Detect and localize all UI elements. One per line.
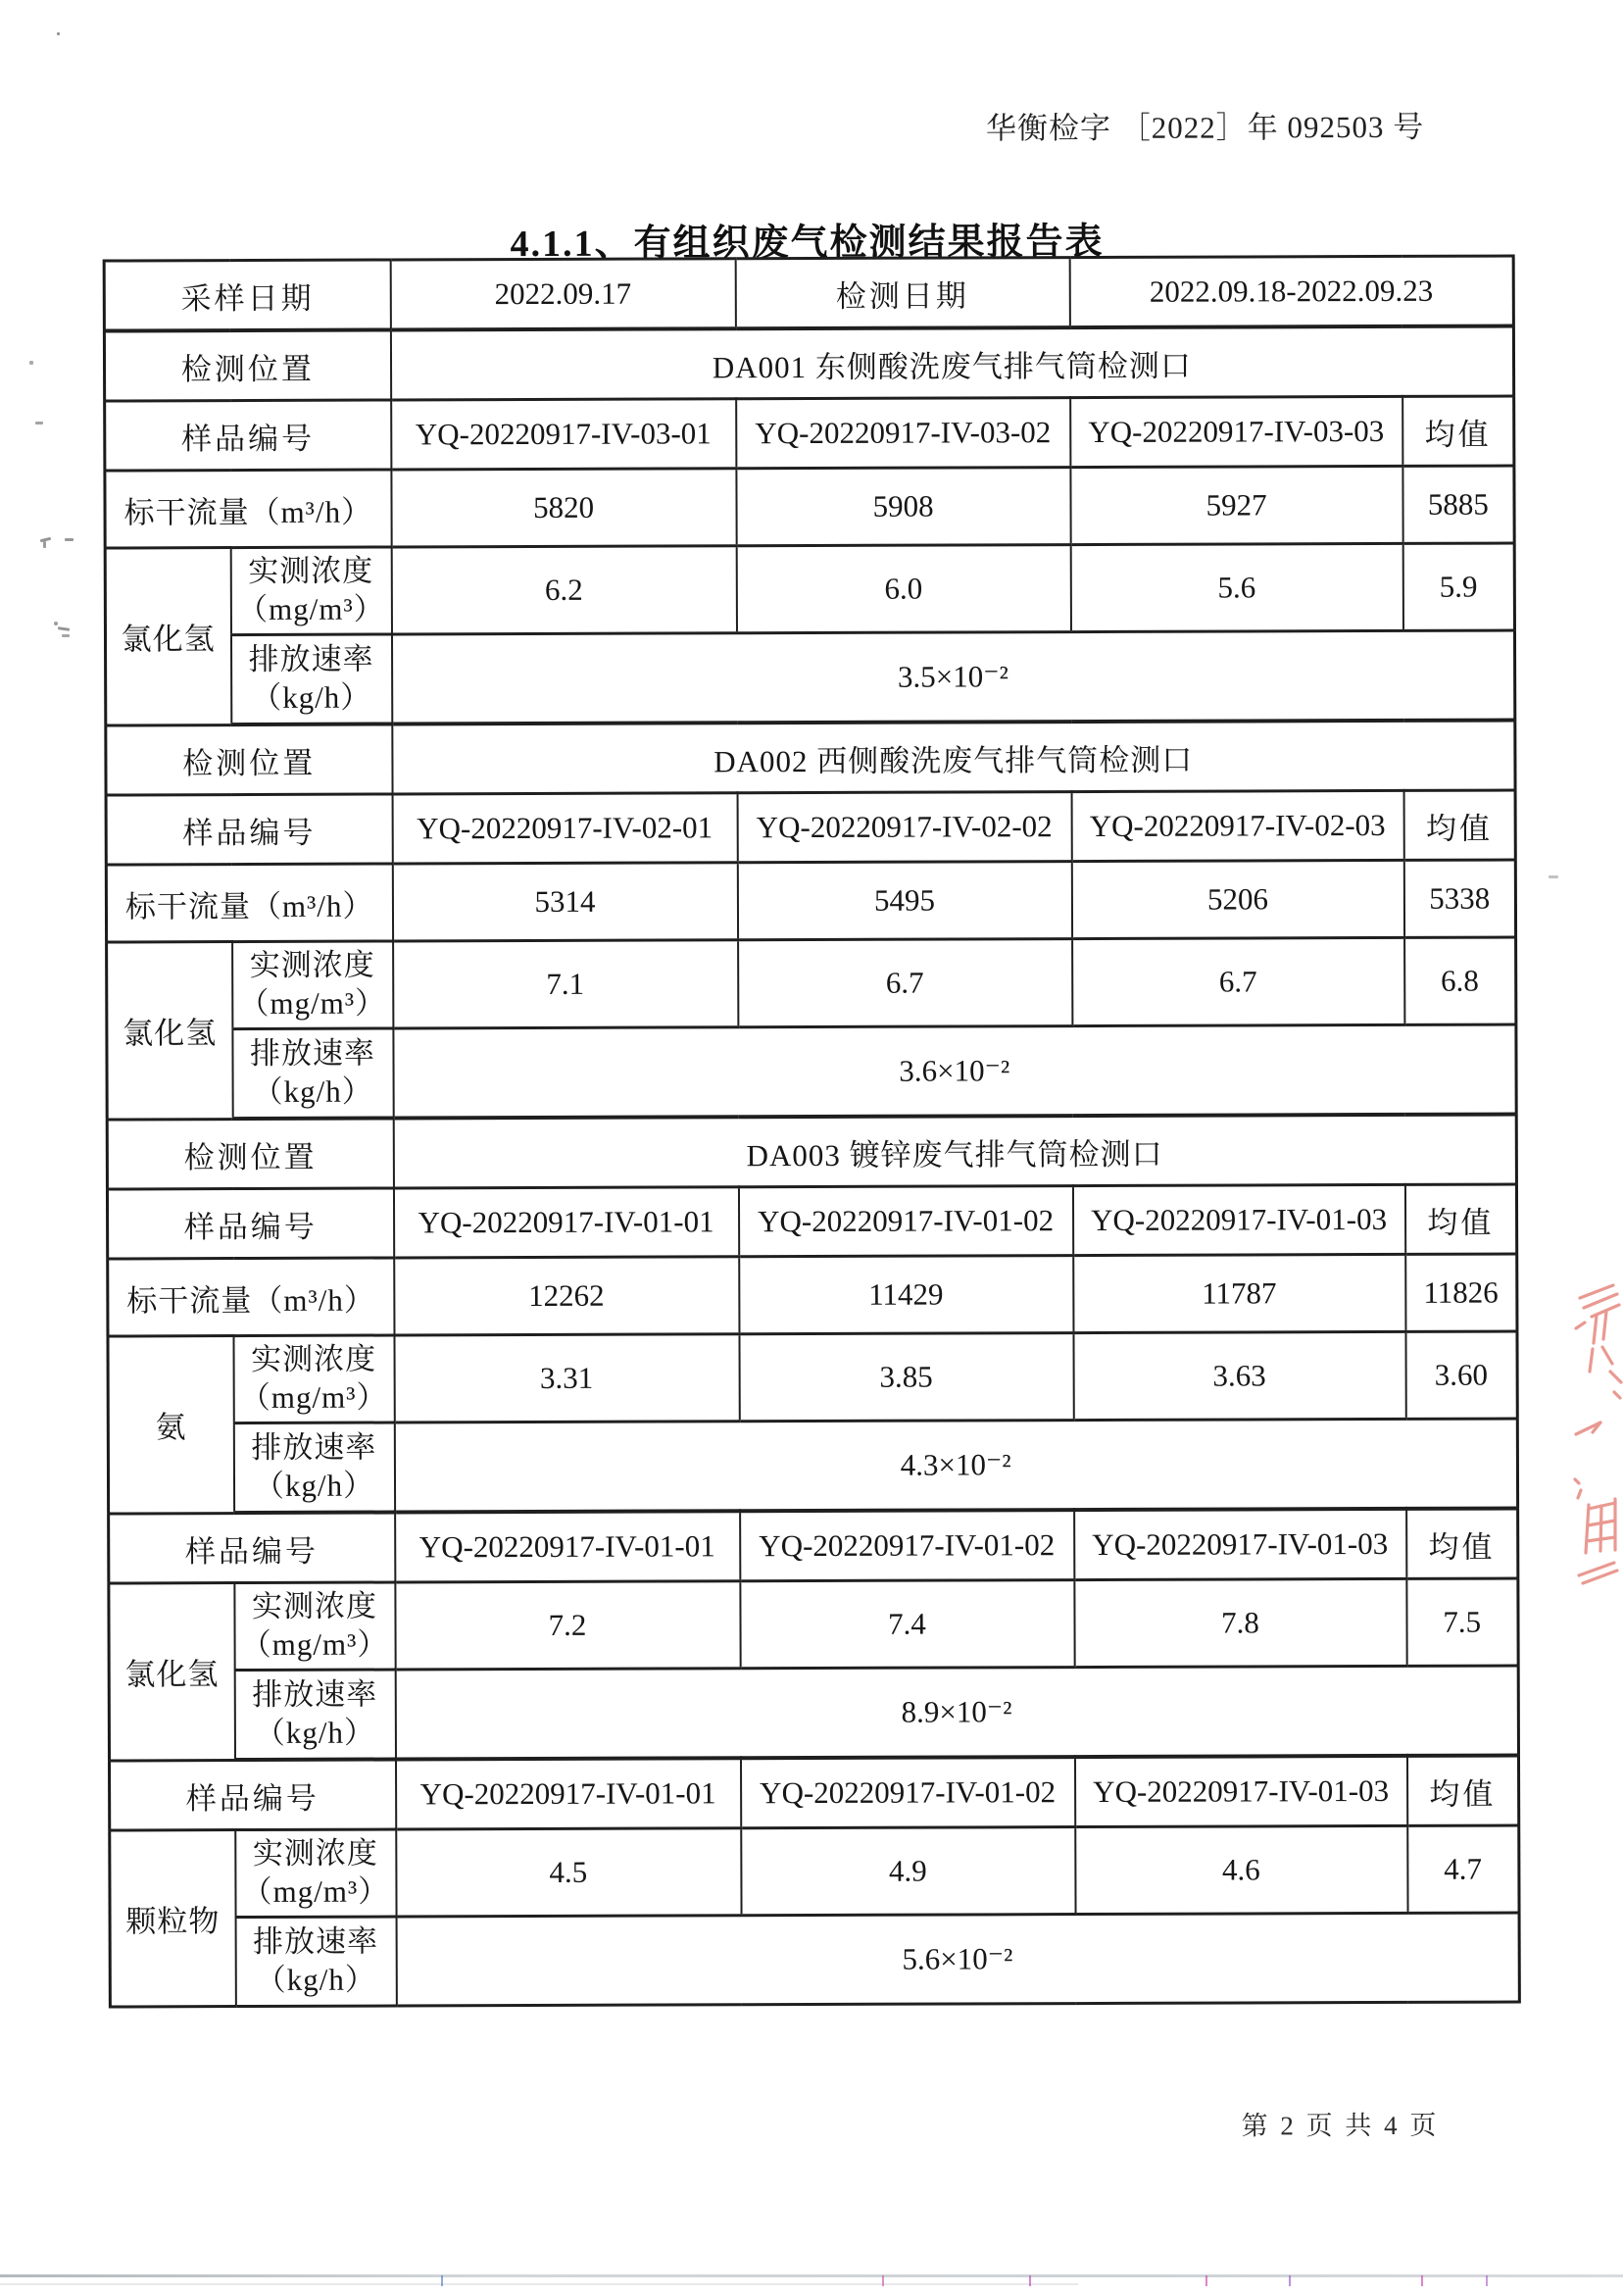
rate-label-line1: 排放速率 xyxy=(248,641,374,677)
scan-speck xyxy=(29,361,33,365)
conc-avg-value: 7.5 xyxy=(1406,1578,1518,1666)
table-row xyxy=(106,790,1515,865)
rate-value: 4.3×10⁻² xyxy=(394,1419,1517,1512)
scan-edge-line xyxy=(0,2274,1623,2277)
table-row xyxy=(107,1114,1516,1189)
table-row xyxy=(105,396,1514,471)
scan-color-tick xyxy=(1289,2275,1291,2286)
conc-value: 6.2 xyxy=(391,546,736,634)
avg-label: 均值 xyxy=(1406,1755,1518,1825)
scan-speck xyxy=(43,541,46,548)
table-row xyxy=(110,1825,1519,1918)
flow-avg-value: 5885 xyxy=(1402,466,1514,543)
flow-value: 5314 xyxy=(392,863,737,941)
conc-label-line1: 实测浓度 xyxy=(249,947,375,983)
rate-label xyxy=(234,1670,395,1760)
page-number-footer: 第 2 页 共 4 页 xyxy=(1241,2110,1440,2141)
conc-label-line2: （mg/m³） xyxy=(241,1873,390,1910)
sample-id: YQ-20220917-IV-01-03 xyxy=(1074,1756,1406,1827)
pollutant-name: 氨 xyxy=(108,1336,234,1514)
sample-id: YQ-20220917-IV-03-01 xyxy=(391,399,736,470)
sample-id: YQ-20220917-IV-02-01 xyxy=(392,793,737,864)
table-row xyxy=(109,1508,1518,1583)
sample-id: YQ-20220917-IV-01-02 xyxy=(738,1186,1072,1257)
conc-label xyxy=(232,941,393,1029)
rate-value: 5.6×10⁻² xyxy=(396,1913,1519,2006)
conc-label-line2: （mg/m³） xyxy=(238,985,387,1022)
scan-speck xyxy=(1549,875,1558,878)
sample-id: YQ-20220917-IV-01-02 xyxy=(740,1757,1074,1828)
conc-value: 6.7 xyxy=(1072,937,1404,1025)
conc-value: 4.5 xyxy=(396,1828,741,1917)
flow-value: 5927 xyxy=(1070,466,1402,544)
flow-value: 11429 xyxy=(739,1256,1073,1334)
conc-avg-value: 5.9 xyxy=(1402,543,1514,630)
avg-label: 均值 xyxy=(1404,1184,1516,1254)
sample-id: YQ-20220917-IV-01-01 xyxy=(395,1758,740,1829)
scan-color-tick xyxy=(882,2275,884,2286)
location-label: 检测位置 xyxy=(107,1118,393,1189)
rate-label-line1: 排放速率 xyxy=(251,1429,377,1466)
conc-value: 7.4 xyxy=(740,1580,1074,1669)
rate-label xyxy=(232,1028,393,1119)
gas-results-table xyxy=(103,254,1521,2008)
flow-value: 12262 xyxy=(394,1257,739,1335)
conc-value: 5.6 xyxy=(1070,543,1402,631)
scan-color-tick xyxy=(1205,2275,1207,2286)
conc-value: 3.31 xyxy=(394,1334,739,1423)
conc-label-line2: （mg/m³） xyxy=(239,1379,388,1416)
table-row xyxy=(109,1578,1518,1671)
rate-value: 8.9×10⁻² xyxy=(395,1666,1518,1759)
flow-label: 标干流量（m³/h） xyxy=(108,1258,394,1336)
conc-value: 6.7 xyxy=(738,939,1072,1027)
conc-label xyxy=(230,547,391,635)
rate-label-line2: （kg/h） xyxy=(251,679,372,715)
rate-label-line2: （kg/h） xyxy=(255,1962,376,1997)
sample-id: YQ-20220917-IV-03-02 xyxy=(736,398,1070,469)
avg-label: 均值 xyxy=(1402,396,1514,466)
rate-label xyxy=(233,1423,394,1513)
rate-label-line2: （kg/h） xyxy=(254,1715,376,1750)
conc-label-line1: 实测浓度 xyxy=(251,1341,377,1377)
location-label: 检测位置 xyxy=(104,329,390,401)
conc-label-line1: 实测浓度 xyxy=(248,553,374,589)
flow-avg-value: 5338 xyxy=(1403,860,1515,937)
conc-label-line1: 实测浓度 xyxy=(252,1835,378,1872)
scan-color-tick xyxy=(1486,2275,1488,2286)
scan-speck xyxy=(65,538,74,541)
scan-color-tick xyxy=(1029,2275,1031,2286)
sampling-date-label: 采样日期 xyxy=(104,260,390,331)
conc-label xyxy=(233,1335,394,1423)
pollutant-name: 氯化氢 xyxy=(105,548,231,725)
table-row xyxy=(110,1913,1519,2007)
page-title: 4.1.1、有组织废气检测结果报告表 xyxy=(510,221,1105,266)
table-row xyxy=(105,543,1514,635)
conc-value: 3.63 xyxy=(1073,1331,1405,1420)
table-row xyxy=(106,860,1515,942)
table-row xyxy=(104,256,1513,331)
scan-speck xyxy=(54,622,58,625)
pollutant-name: 氯化氢 xyxy=(107,942,233,1120)
flow-value: 5495 xyxy=(737,862,1071,940)
detection-date-value: 2022.09.18-2022.09.23 xyxy=(1069,256,1513,327)
rate-label-line2: （kg/h） xyxy=(253,1468,375,1503)
avg-label: 均值 xyxy=(1406,1508,1518,1578)
scan-edge-line-faint xyxy=(0,2283,1078,2285)
sample-id: YQ-20220917-IV-03-03 xyxy=(1070,396,1402,467)
sampling-date-value: 2022.09.17 xyxy=(390,259,735,330)
avg-label: 均值 xyxy=(1403,790,1515,860)
red-seal-fragment xyxy=(1566,1276,1623,1590)
scan-speck xyxy=(35,422,43,424)
location-value-da001: DA001 东侧酸洗废气排气筒检测口 xyxy=(390,325,1513,399)
table-row xyxy=(105,466,1514,548)
sample-no-label: 样品编号 xyxy=(105,400,391,471)
rate-label-line1: 排放速率 xyxy=(252,1676,378,1713)
conc-label-line2: （mg/m³） xyxy=(240,1626,389,1663)
conc-label xyxy=(234,1582,395,1671)
scan-color-tick xyxy=(1421,2275,1423,2286)
table-row xyxy=(105,630,1514,725)
location-value-da003: DA003 镀锌废气排气筒检测口 xyxy=(393,1114,1516,1187)
flow-value: 5820 xyxy=(391,469,736,547)
table-row xyxy=(108,1254,1517,1336)
rate-label-line1: 排放速率 xyxy=(253,1923,379,1960)
conc-label-line1: 实测浓度 xyxy=(251,1588,378,1624)
conc-avg-value: 3.60 xyxy=(1405,1331,1517,1419)
sample-no-label: 样品编号 xyxy=(109,1512,395,1583)
table-row xyxy=(107,1024,1516,1120)
flow-label: 标干流量（m³/h） xyxy=(105,470,391,548)
scan-color-tick xyxy=(441,2275,443,2286)
conc-value: 4.9 xyxy=(741,1827,1075,1916)
table-row xyxy=(106,720,1515,795)
table-row xyxy=(104,325,1513,401)
flow-value: 11787 xyxy=(1073,1254,1405,1332)
detection-date-label: 检测日期 xyxy=(735,258,1069,329)
sample-no-label: 样品编号 xyxy=(107,1188,393,1259)
scan-speck xyxy=(62,634,70,637)
sample-id: YQ-20220917-IV-01-03 xyxy=(1072,1184,1404,1255)
sample-no-label: 样品编号 xyxy=(109,1759,395,1830)
conc-value: 3.85 xyxy=(739,1333,1073,1422)
sample-id: YQ-20220917-IV-02-02 xyxy=(737,792,1071,863)
pollutant-name: 颗粒物 xyxy=(110,1830,236,2007)
table-row xyxy=(109,1755,1518,1830)
table-row xyxy=(107,1184,1516,1259)
sample-id: YQ-20220917-IV-01-01 xyxy=(393,1187,738,1258)
conc-value: 4.6 xyxy=(1075,1825,1407,1914)
conc-avg-value: 6.8 xyxy=(1404,937,1516,1024)
conc-avg-value: 4.7 xyxy=(1407,1825,1519,1913)
sample-no-label: 样品编号 xyxy=(106,794,392,865)
rate-value: 3.6×10⁻² xyxy=(393,1024,1516,1118)
flow-avg-value: 11826 xyxy=(1405,1254,1517,1331)
table-row xyxy=(107,937,1516,1029)
scan-speck xyxy=(57,32,60,35)
sample-id: YQ-20220917-IV-01-03 xyxy=(1074,1509,1406,1580)
conc-value: 7.1 xyxy=(393,940,738,1028)
location-label: 检测位置 xyxy=(106,724,392,795)
flow-value: 5908 xyxy=(736,468,1070,546)
conc-label xyxy=(235,1829,396,1918)
rate-label xyxy=(230,634,391,724)
conc-value: 7.8 xyxy=(1074,1578,1406,1667)
conc-value: 6.0 xyxy=(736,545,1070,633)
conc-value: 7.2 xyxy=(395,1581,740,1670)
table-row xyxy=(108,1331,1517,1423)
rate-label-line2: （kg/h） xyxy=(252,1073,373,1109)
sample-id: YQ-20220917-IV-01-02 xyxy=(740,1510,1074,1581)
doc-number: 华衡检字 ［2022］年 092503 号 xyxy=(985,109,1425,146)
table-row xyxy=(109,1666,1518,1761)
location-value-da002: DA002 西侧酸洗废气排气筒检测口 xyxy=(392,720,1515,793)
rate-label-line1: 排放速率 xyxy=(249,1035,376,1072)
pollutant-name: 氯化氢 xyxy=(109,1583,235,1761)
rate-label xyxy=(235,1917,396,2007)
sample-id: YQ-20220917-IV-01-01 xyxy=(395,1511,740,1582)
sample-id: YQ-20220917-IV-02-03 xyxy=(1071,790,1403,861)
table-row xyxy=(108,1419,1517,1514)
conc-label-line2: （mg/m³） xyxy=(237,591,385,627)
rate-value: 3.5×10⁻² xyxy=(391,630,1514,724)
flow-value: 5206 xyxy=(1071,860,1403,938)
flow-label: 标干流量（m³/h） xyxy=(106,864,392,942)
